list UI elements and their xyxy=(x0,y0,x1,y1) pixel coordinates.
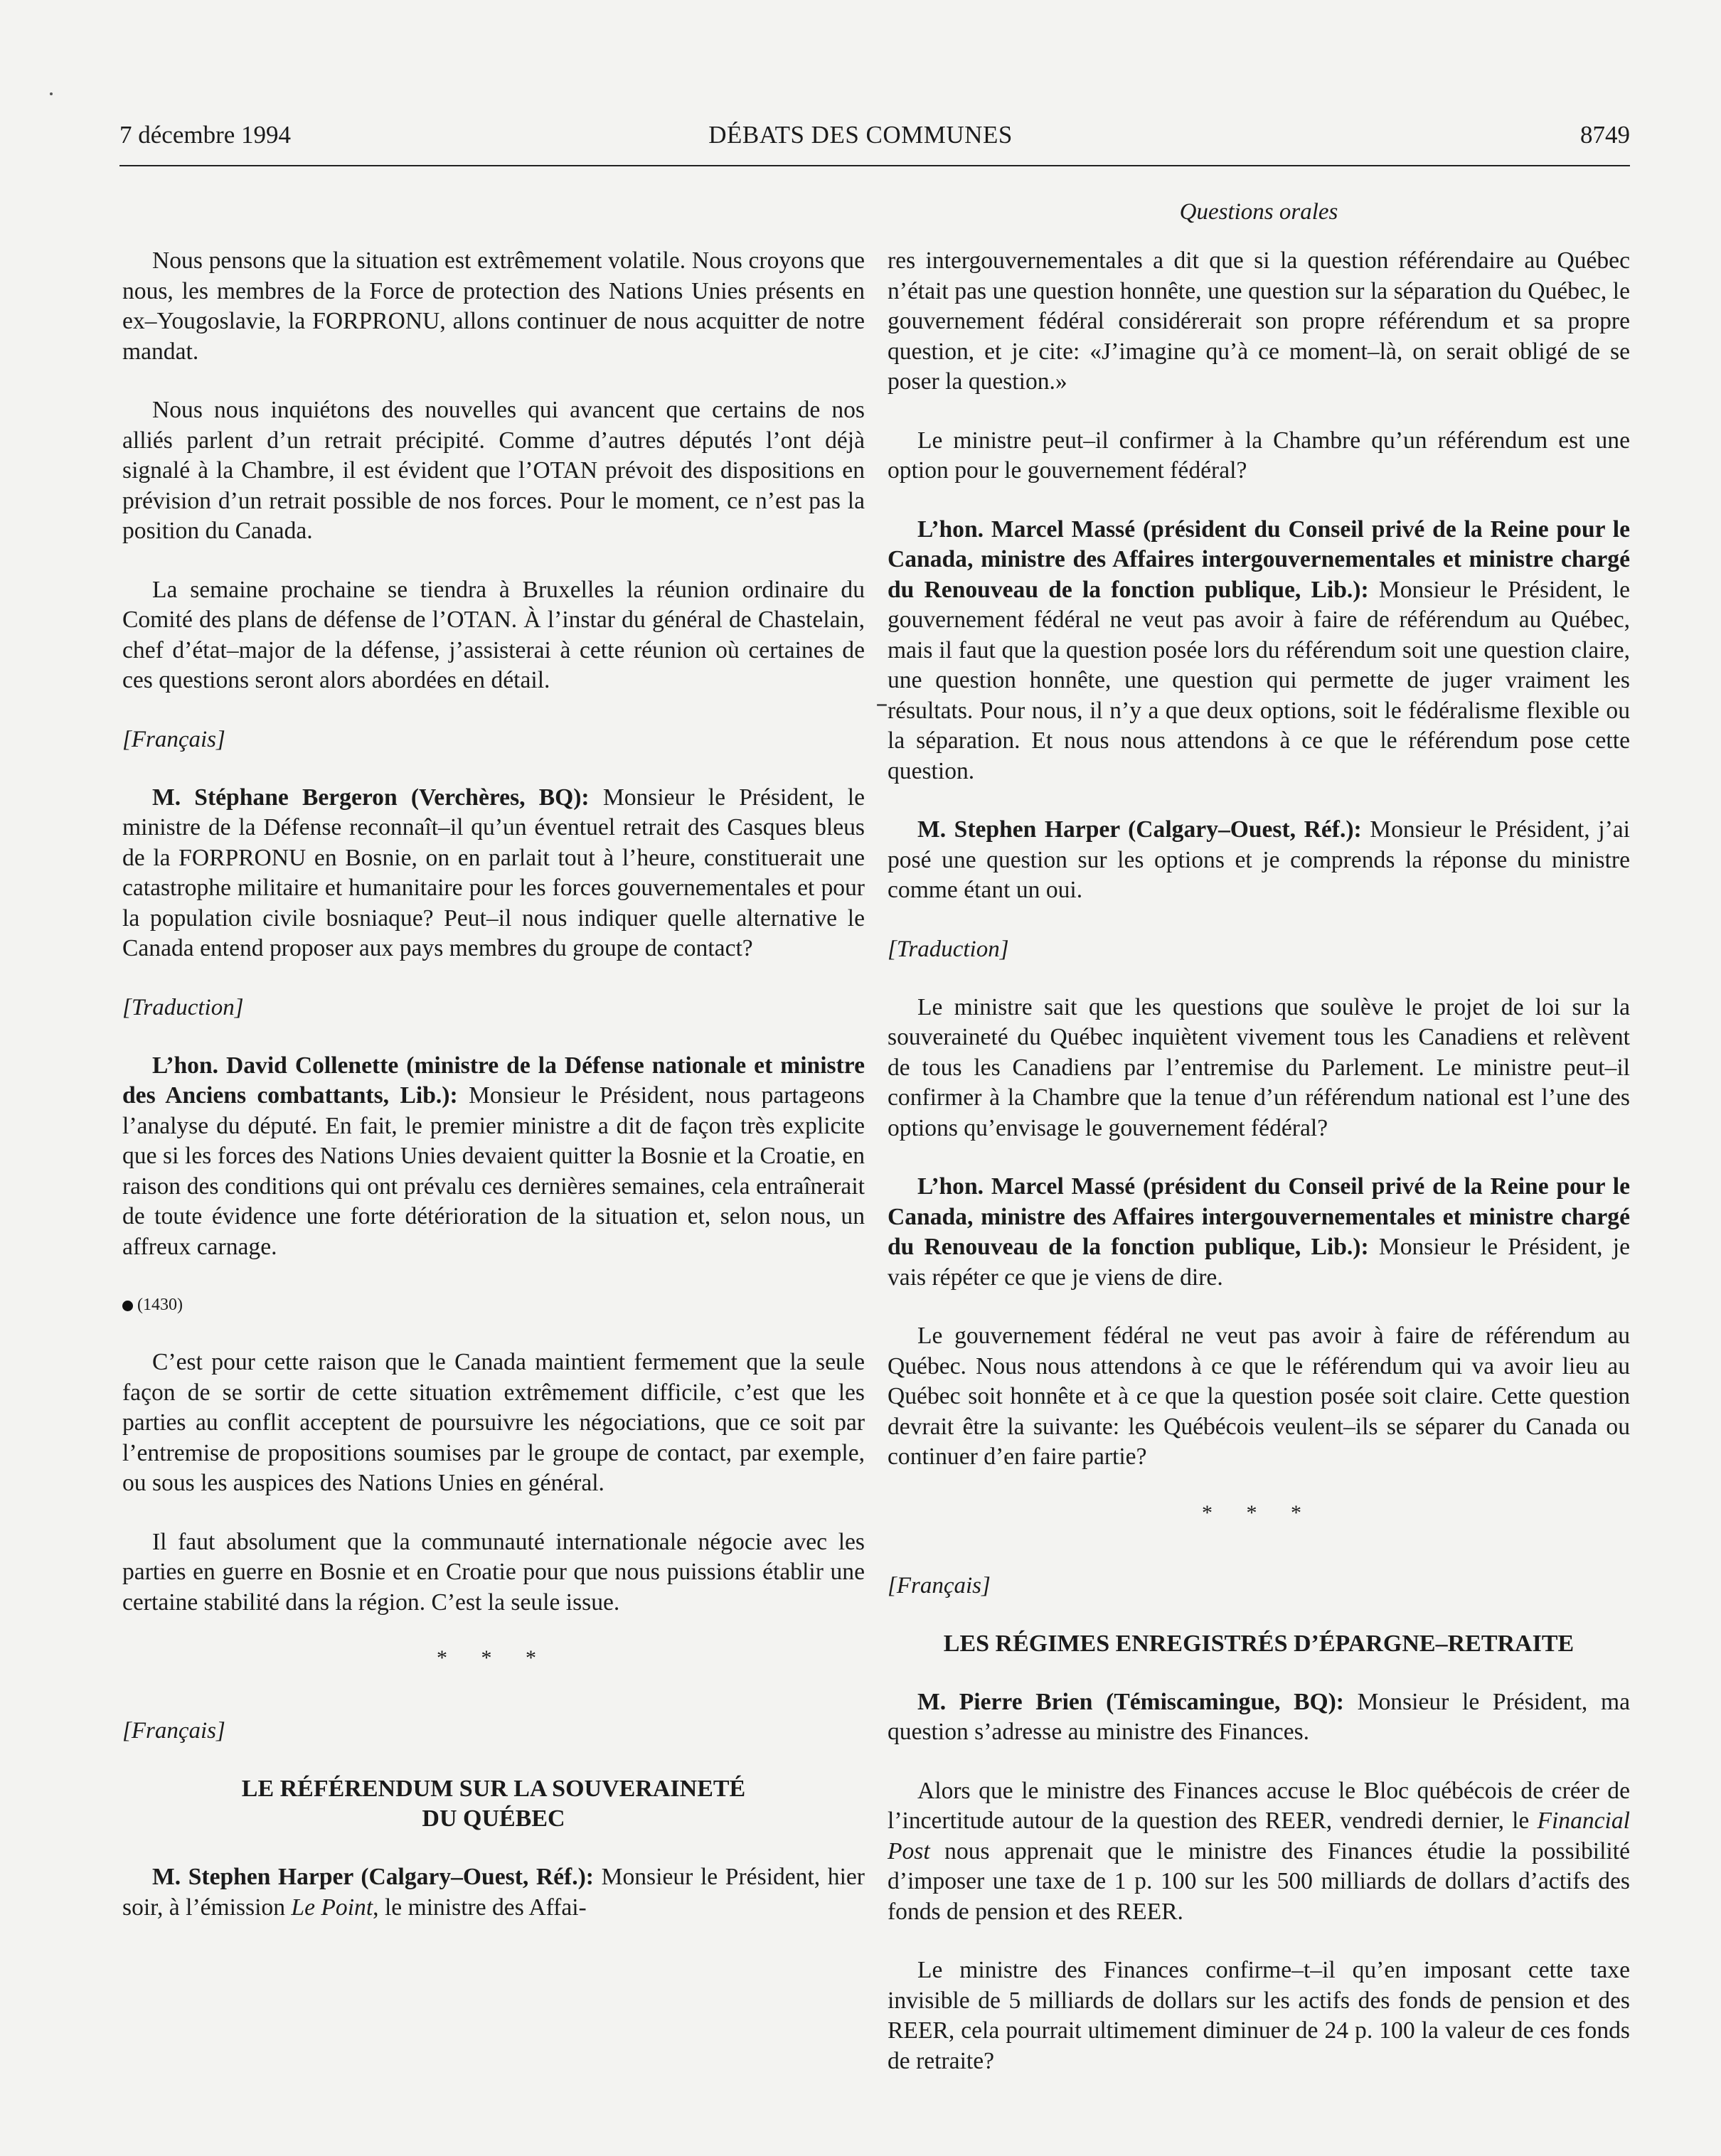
section-separator: * * * xyxy=(437,1646,550,1670)
speaker-name: M. Stephen Harper (Calgary–Ouest, Réf.): xyxy=(152,1864,594,1890)
paragraph: Le ministre peut–il confirmer à la Chambre qu’un référendum est une option pour le gouvernement fédéral? xyxy=(888,427,1630,484)
program-title: Le Point xyxy=(291,1894,373,1921)
paragraph: Le ministre sait que les questions que soulève le projet de loi sur la souveraineté du Québec inquiètent vivement tous les Canadiens et relèvent de tous les Canadiens par l’entremise du Parlement. Le ministre peut–il confirmer à la Chambre que la tenue d’un référendum national est l’une des options qu’envisage le gouvernement fédéral? xyxy=(888,993,1630,1141)
speech-text: Monsieur le Président, je vais répéter ce que je viens de dire. xyxy=(888,1234,1630,1291)
speech-text: , le ministre des Affai- xyxy=(373,1894,587,1921)
speech-text: Monsieur le Président, j’ai posé une question sur les options et je comprends la réponse du ministre comme étant un oui. xyxy=(888,816,1630,903)
speech-paragraph xyxy=(888,1172,1630,1293)
speaker-name: M. Stephen Harper (Calgary–Ouest, Réf.): xyxy=(917,816,1362,843)
section-heading: LES RÉGIMES ENREGISTRÉS D’ÉPARGNE–RETRAITE xyxy=(943,1630,1575,1657)
speech-paragraph xyxy=(122,1862,865,1923)
speech-paragraph xyxy=(888,515,1630,787)
speech-paragraph xyxy=(888,815,1630,906)
header-date: 7 décembre 1994 xyxy=(119,121,292,149)
time-marker xyxy=(122,1291,865,1319)
speaker-name: L’hon. Marcel Massé (président du Conseil privé de la Reine pour le Canada, ministre des Affaires intergouvernementales et ministre chargé du Renouveau de la fonction publique, Lib.): xyxy=(888,516,1630,603)
speech-text: Monsieur le Président, nous partageons l’analyse du député. En fait, le premier ministre a dit de façon très explicite que si les forces des Nations Unies devaient quitter la Bosnie et la Croatie, en raison des conditions qui ont prévalu ces dernières semaines, cela entraînerait de toute évidence une forte détérioration de la situation et, selon nous, un affreux carnage. xyxy=(122,1082,865,1260)
language-tag: [Français] xyxy=(122,726,225,752)
speaker-name: M. Pierre Brien (Témiscamingue, BQ): xyxy=(917,1688,1344,1715)
paragraph: La semaine prochaine se tiendra à Bruxelles la réunion ordinaire du Comité des plans de défense de l’OTAN. À l’instar du général de Chastelain, chef d’état–major de la défense, j’assisterai à cette réunion où certaines de ces questions seront alors abordées en détail. xyxy=(122,576,865,693)
speaker-name: L’hon. David Collenette (ministre de la Défense nationale et ministre des Anciens combattants, Lib.): xyxy=(122,1052,865,1109)
paragraph xyxy=(888,1776,1630,1928)
paragraph: Le gouvernement fédéral ne veut pas avoir à faire de référendum au Québec. Nous nous attendons à ce que le référendum qui va avoir lieu au Québec soit honnête et à ce que la question posée soit claire. Cette question devrait être la suivante: les Québécois veulent–ils se séparer du Canada ou continuer d’en faire partie? xyxy=(888,1323,1630,1470)
speech-paragraph xyxy=(122,783,865,964)
time-marker-text: (1430) xyxy=(137,1296,183,1314)
speech-text: Monsieur le Président, le ministre de la Défense reconnaît–il qu’un éventuel retrait des Casques bleus de la FORPRONU en Bosnie, on en parlait tout à l’heure, constituerait une catastrophe militaire et humanitaire pour les forces gouvernementales et pour la population civile bosniaque? Peut–il nous indiquer quelle alternative le Canada entend proposer aux pays membres du groupe de contact? xyxy=(122,784,865,961)
speech-text: Monsieur le Président, ma question s’adresse au ministre des Finances. xyxy=(888,1688,1630,1745)
speech-paragraph xyxy=(122,1051,865,1263)
bullet-icon xyxy=(122,1301,133,1311)
header-title: DÉBATS DES COMMUNES xyxy=(708,121,1013,149)
speech-text: Monsieur le Président, hier soir, à l’émission xyxy=(122,1864,865,1921)
speech-paragraph xyxy=(888,1687,1630,1748)
paragraph: Nous nous inquiétons des nouvelles qui avancent que certains de nos alliés parlent d’un retrait précipité. Comme d’autres députés l’ont déjà signalé à la Chambre, il est évident que l’OTAN prévoit des dispositions en prévision d’un retrait possible de nos forces. Pour le moment, ce n’est pas la position du Canada. xyxy=(122,397,865,544)
paragraph-text: nous apprenait que le ministre des Finances étudie la possibilité d’imposer une taxe de 1 p. 100 sur les 500 milliards de dollars d’actifs des fonds de pension et des REER. xyxy=(888,1837,1630,1925)
right-column xyxy=(888,246,1630,2105)
scan-speck xyxy=(50,92,53,95)
speaker-name: L’hon. Marcel Massé (président du Conseil privé de la Reine pour le Canada, ministre des Affaires intergouvernementales et ministre chargé du Renouveau de la fonction publique, Lib.): xyxy=(888,1173,1630,1260)
paragraph: Nous pensons que la situation est extrêmement volatile. Nous croyons que nous, les membres de la Force de protection des Nations Unies présents en ex–Yougoslavie, la FORPRONU, allons continuer de nous acquitter de notre mandat. xyxy=(122,247,865,365)
language-tag: [Français] xyxy=(122,1718,225,1744)
heading-line: DU QUÉBEC xyxy=(422,1805,565,1832)
language-tag: [Français] xyxy=(888,1572,991,1599)
section-separator: * * * xyxy=(1202,1500,1316,1525)
header-rule xyxy=(119,165,1630,166)
language-tag: [Traduction] xyxy=(122,994,244,1020)
section-heading xyxy=(122,1774,865,1834)
paragraph-text: Alors que le ministre des Finances accuse le Bloc québécois de créer de l’incertitude autour de la question des REER, vendredi dernier, le xyxy=(888,1777,1630,1834)
paragraph: C’est pour cette raison que le Canada maintient fermement que la seule façon de se sortir de cette situation extrêmement difficile, c’est que les parties au conflit acceptent de poursuivre les négociations, que ce soit par l’entremise de propositions soumises par le groupe de contact, par exemple, ou sous les auspices des Nations Unies en général. xyxy=(122,1349,865,1496)
heading-line: LE RÉFÉRENDUM SUR LA SOUVERAINETÉ xyxy=(241,1776,746,1802)
left-column xyxy=(122,246,865,1951)
header-page-number: 8749 xyxy=(1580,121,1630,149)
speaker-name: M. Stéphane Bergeron (Verchères, BQ): xyxy=(152,784,590,811)
speech-text: Monsieur le Président, le gouvernement fédéral ne veut pas avoir à faire de référendum au Québec, mais il faut que la question posée lors du référendum soit une question claire, une question honnête, une question qui permette de juger vraiment les résultats. Pour nous, il n’y a que deux options, soit le fédéralisme flexible ou la séparation. Et nous nous attendons à ce que le référendum pose cette question. xyxy=(888,576,1630,784)
paragraph: res intergouvernementales a dit que si la question référendaire au Québec n’était pas une question honnête, une question sur la séparation du Québec, le gouvernement fédéral considérerait son propre référendum et sa propre question, et je cite: «J’imagine qu’à ce moment–là, on serait obligé de se poser la question.» xyxy=(888,247,1630,395)
scan-speck xyxy=(877,704,887,706)
language-tag: [Traduction] xyxy=(888,936,1009,962)
section-label: Questions orales xyxy=(1179,199,1338,225)
paragraph: Le ministre des Finances confirme–t–il qu’en imposant cette taxe invisible de 5 milliards de dollars sur les actifs des fonds de pension et des REER, cela pourrait ultimement diminuer de 24 p. 100 la valeur de ces fonds de retraite? xyxy=(888,1957,1630,2074)
paragraph: Il faut absolument que la communauté internationale négocie avec les parties en guerre en Bosnie et en Croatie pour que nous puissions établir une certaine stabilité dans la région. C’est la seule issue. xyxy=(122,1528,865,1616)
publication-title: Financial Post xyxy=(888,1808,1630,1864)
